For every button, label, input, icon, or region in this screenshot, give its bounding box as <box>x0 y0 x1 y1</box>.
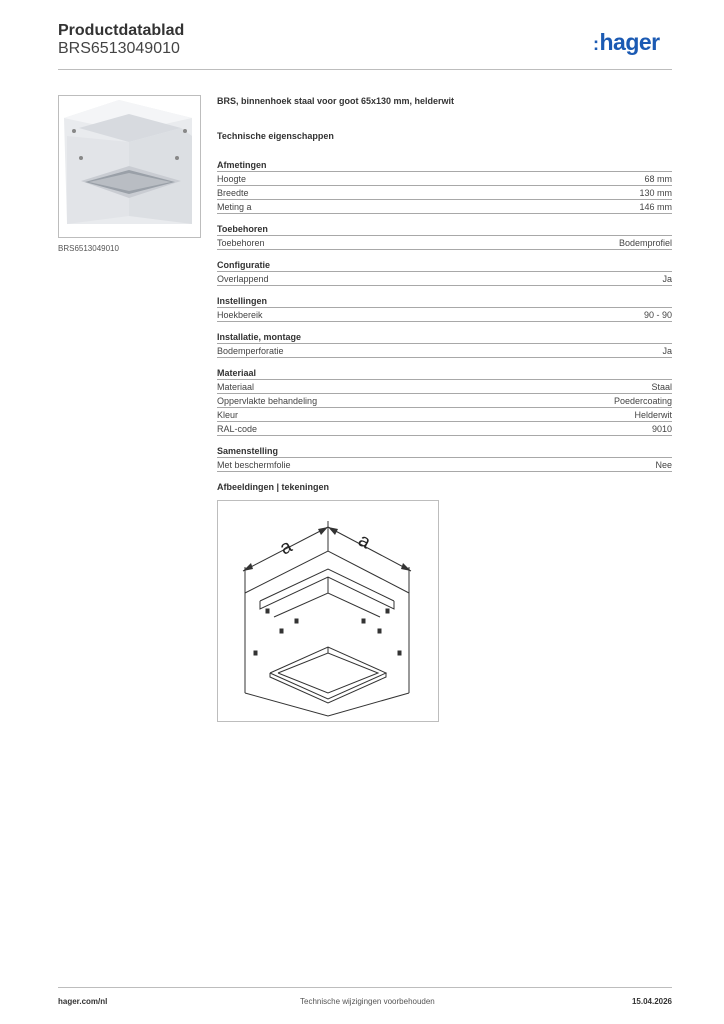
dimension-label-left: a <box>276 535 296 560</box>
spec-row <box>217 186 672 200</box>
spec-group-accessories <box>217 223 672 250</box>
page-title: Productdatablad <box>58 22 185 39</box>
footer-notice: Technische wijzigingen voorbehouden <box>300 997 435 1006</box>
spec-sheet <box>217 96 672 722</box>
tech-properties-heading: Technische eigenschappen <box>217 131 334 141</box>
spec-group-composition <box>217 445 672 472</box>
spec-label: Kleur <box>217 410 239 420</box>
spec-value: Bodemprofiel <box>618 238 672 248</box>
spec-value: Nee <box>655 460 672 470</box>
spec-row <box>217 422 672 436</box>
spec-value: Ja <box>662 274 672 284</box>
group-title: Afmetingen <box>217 159 672 172</box>
dimension-label-right: a <box>354 529 374 554</box>
spec-row <box>217 272 672 286</box>
spec-row <box>217 172 672 186</box>
spec-row <box>217 200 672 214</box>
spec-value: Ja <box>662 346 672 356</box>
group-title: Installatie, montage <box>217 331 672 344</box>
spec-value: Helderwit <box>634 410 672 420</box>
footer-website: hager.com/nl <box>58 997 108 1006</box>
spec-label: Breedte <box>217 188 249 198</box>
spec-row <box>217 394 672 408</box>
spec-value: 90 - 90 <box>643 310 672 320</box>
group-title: Materiaal <box>217 367 672 380</box>
spec-label: Bodemperforatie <box>217 346 284 356</box>
footer-date: 15.04.2026 <box>631 997 672 1006</box>
spec-label: Meting a <box>217 202 252 212</box>
spec-row <box>217 308 672 322</box>
spec-row <box>217 236 672 250</box>
spec-label: RAL-code <box>217 424 258 434</box>
spec-value: 9010 <box>651 424 672 434</box>
spec-row <box>217 408 672 422</box>
spec-group-dimensions <box>217 159 672 214</box>
figures-heading: Afbeeldingen | tekeningen <box>217 482 330 492</box>
group-title: Samenstelling <box>217 445 672 458</box>
spec-label: Hoogte <box>217 174 247 184</box>
footer-divider <box>58 987 672 988</box>
product-description: BRS, binnenhoek staal voor goot 65x130 mm, helderwit <box>217 96 455 106</box>
spec-group-configuration <box>217 259 672 286</box>
spec-group-settings <box>217 295 672 322</box>
spec-value: 68 mm <box>644 174 672 184</box>
spec-group-installation <box>217 331 672 358</box>
header-divider <box>58 69 672 70</box>
spec-row <box>217 380 672 394</box>
spec-label: Oppervlakte behandeling <box>217 396 318 406</box>
spec-label: Hoekbereik <box>217 310 263 320</box>
group-title: Instellingen <box>217 295 672 308</box>
spec-value: Staal <box>651 382 672 392</box>
spec-value: Poedercoating <box>613 396 672 406</box>
product-photo <box>58 95 201 238</box>
spec-group-material <box>217 367 672 436</box>
spec-label: Toebehoren <box>217 238 265 248</box>
group-title: Configuratie <box>217 259 672 272</box>
image-caption: BRS6513049010 <box>58 244 119 253</box>
spec-row <box>217 458 672 472</box>
spec-row <box>217 344 672 358</box>
spec-label: Materiaal <box>217 382 255 392</box>
spec-value: 146 mm <box>639 202 672 212</box>
logo-text: hager <box>599 29 660 55</box>
hager-logo <box>593 29 660 56</box>
logo-prefix: : <box>593 34 599 54</box>
group-title: Toebehoren <box>217 223 672 236</box>
spec-label: Overlappend <box>217 274 269 284</box>
spec-label: Met beschermfolie <box>217 460 291 470</box>
product-code: BRS6513049010 <box>58 40 180 57</box>
technical-drawing <box>217 500 439 722</box>
spec-value: 130 mm <box>639 188 672 198</box>
